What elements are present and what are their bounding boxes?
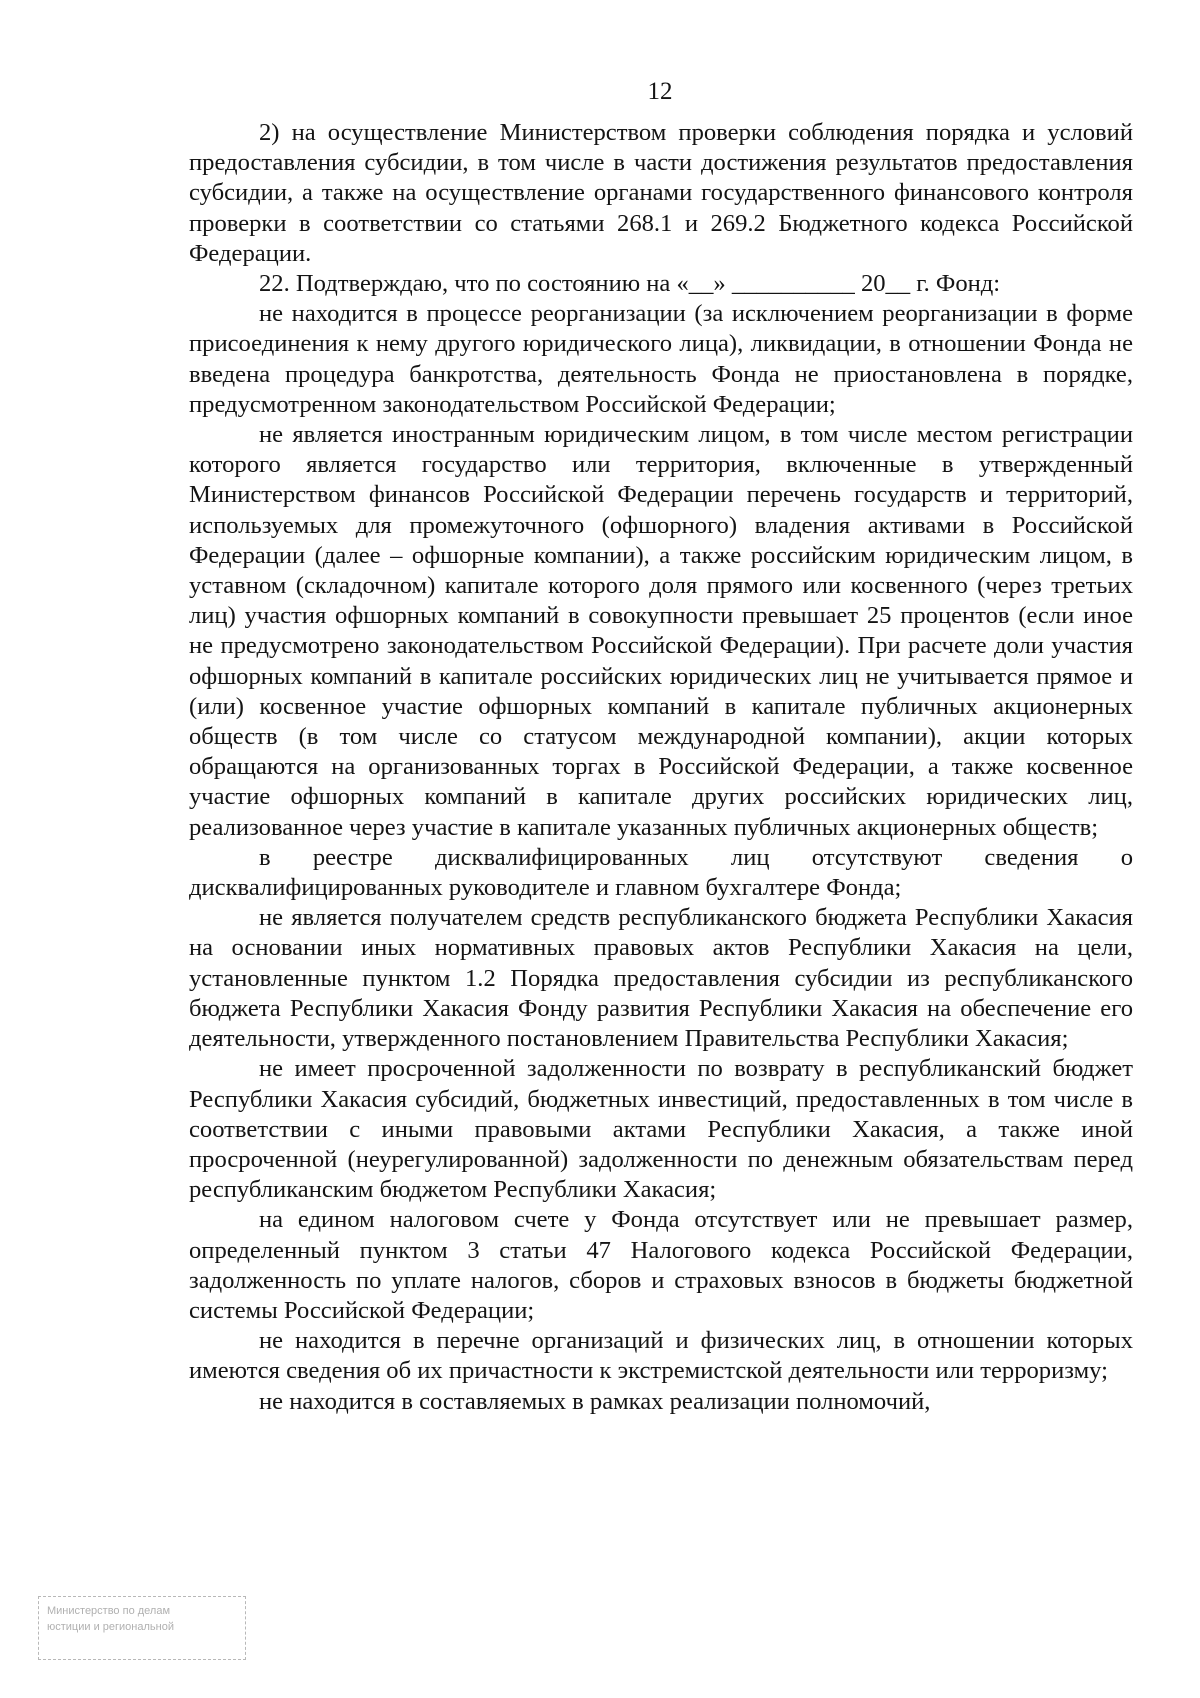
document-body	[189, 118, 1133, 1417]
paragraph-offshore: не является иностранным юридическим лицом, в том числе местом регистрации которого является государство или территория, включенные в утвержденный Министерством финансов Российской Федерации перечень государств и территорий, используемых для промежуточного (офшорного) владения активами в Российской Федерации (далее – офшорные компании), а также российским юридическим лицом, в уставном (складочном) капитале которого доля прямого или косвенного (через третьих лиц) участия офшорных компаний в совокупности превышает 25 процентов (если иное не предусмотрено законодательством Российской Федерации). При расчете доли участия офшорных компаний в капитале российских юридических лиц не учитывается прямое и (или) косвенное участие офшорных компаний в капитале публичных акционерных обществ (в том числе со статусом международной компании), акции которых обращаются на организованных торгах в Российской Федерации, а также косвенное участие офшорных компаний в капитале других российских юридических лиц, реализованное через участие в капитале указанных публичных акционерных обществ;	[189, 421, 1133, 841]
paragraph-tax-account: на едином налоговом счете у Фонда отсутствует или не превышает размер, определенный пунктом 3 статьи 47 Налогового кодекса Российской Федерации, задолженность по уплате налогов, сборов и страховых взносов в бюджеты бюджетной системы Российской Федерации;	[189, 1206, 1133, 1324]
paragraph-budget-recipient: не является получателем средств республиканского бюджета Республики Хакасия на основании иных нормативных правовых актов Республики Хакасия на цели, установленные пунктом 1.2 Порядка предоставления субсидии из республиканского бюджета Республики Хакасия Фонду развития Республики Хакасия на обеспечение его деятельности, утвержденного постановлением Правительства Республики Хакасия;	[189, 904, 1133, 1053]
paragraph-disqualified: в реестре дисквалифицированных лиц отсутствуют сведения о дисквалифицированных руководителе и главном бухгалтере Фонда;	[189, 843, 1133, 902]
paragraph-lists: не находится в составляемых в рамках реализации полномочий,	[259, 1387, 931, 1415]
stamp-line: юстиции и региональной	[47, 1621, 174, 1633]
paragraph-reorganization: не находится в процессе реорганизации (за исключением реорганизации в форме присоединения к нему другого юридического лица), ликвидации, в отношении Фонда не введена процедура банкротства, деятельность Фонда не приостановлена в порядке, предусмотренном законодательством Российской Федерации;	[189, 300, 1133, 418]
stamp-line: Министерство по делам	[47, 1605, 171, 1617]
paragraph-extremism: не находится в перечне организаций и физических лиц, в отношении которых имеются сведения об их причастности к экстремистской деятельности или терроризму;	[189, 1327, 1133, 1385]
paragraph-overdue-debt: не имеет просроченной задолженности по возврату в республиканский бюджет Республики Хакасия субсидий, бюджетных инвестиций, предоставленных в том числе в соответствии с иными правовыми актами Республики Хакасия, а также иной просроченной (неурегулированной) задолженности по денежным обязательствам перед республиканским бюджетом Республики Хакасия;	[189, 1055, 1133, 1204]
paragraph-control-consent: 2) на осуществление Министерством проверки соблюдения порядка и условий предоставления субсидии, в том числе в части достижения результатов предоставления субсидии, а также на осуществление органами государственного финансового контроля проверки в соответствии со статьями 268.1 и 269.2 Бюджетного кодекса Российской Федерации.	[189, 119, 1133, 267]
registration-stamp	[38, 1596, 246, 1660]
page-number: 12	[647, 78, 673, 105]
paragraph-confirmation-heading: 22. Подтверждаю, что по состоянию на «__» __________ 20__ г. Фонд:	[259, 270, 1001, 298]
